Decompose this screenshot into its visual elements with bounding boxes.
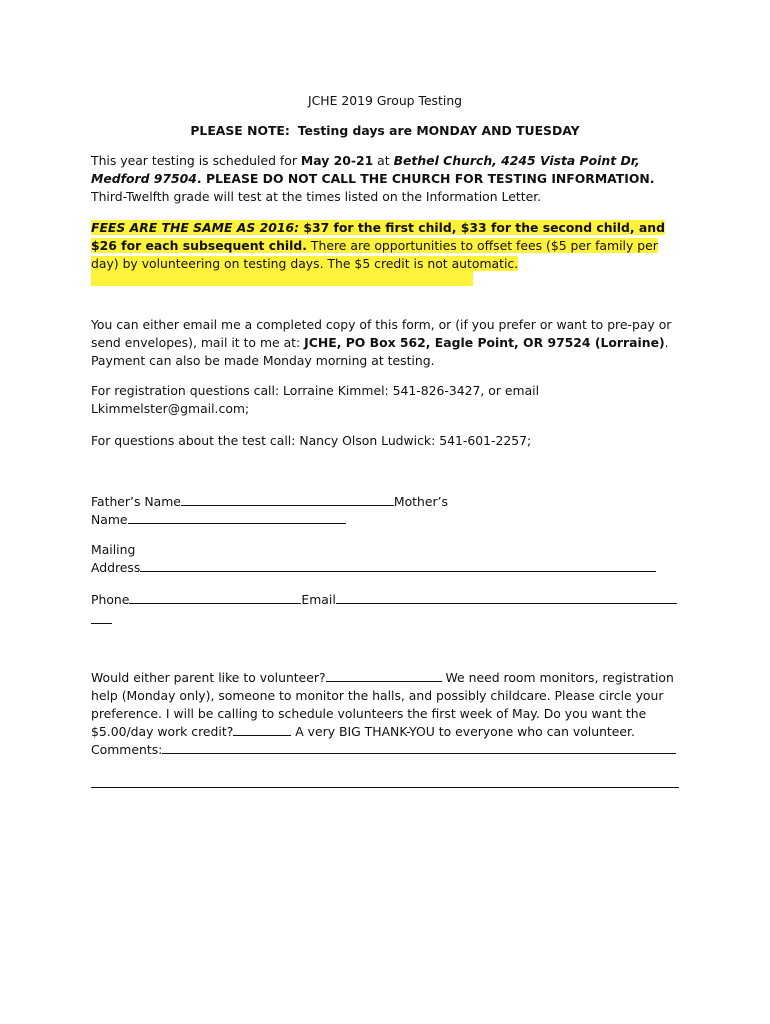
father-name-label: Father’s Name [91,494,181,509]
mail-text-1: You can either email me a completed copy of this form, or (if you prefer or want to pre-pay or send envelopes), mail it to me at: [91,317,672,350]
comments-label: Comments: [91,742,163,757]
intro-paragraph [91,152,685,206]
fees-label: FEES ARE THE SAME AS 2016: [91,220,300,235]
test-contact: For questions about the test call: Nancy Olson Ludwick: 541-601-2257; [91,433,532,448]
testing-location: Bethel Church, 4245 Vista Point Dr, Medford 97504 [91,153,640,186]
parent-names-field [91,493,691,529]
mail-text-2: . Payment can also be made Monday morning at testing. [91,335,669,368]
comments-line[interactable] [162,741,676,754]
mailing-label: Mailing [91,542,136,557]
volunteer-paragraph [91,669,691,759]
phone-label: Phone [91,592,130,607]
address-line[interactable] [140,559,656,572]
fees-text: There are opportunities to offset fees ($5 per family per day) by volunteering on testing days. The $5 credit is not automatic. [91,238,658,271]
volunteer-question: Would either parent like to volunteer? [91,670,326,685]
comments-line-2[interactable] [91,787,679,788]
intro-text-4: Third-Twelfth grade will test at the times listed on the Information Letter. [91,189,542,204]
mail-address: JCHE, PO Box 562, Eagle Point, OR 97524 (Lorraine) [304,335,665,350]
mother-name-label-2: Name [91,512,128,527]
email-line-continuation[interactable] [91,623,112,624]
phone-email-field [91,591,691,609]
volunteer-text-1: We need room monitors, registration help (Monday only), someone to monitor the halls, and possibly childcare. Please circle your preference. I will be calling to schedule volunteers the first week of May. Do you want the $5.00/day work credit? [91,670,674,739]
fees-paragraph [91,219,685,273]
mail-paragraph [91,316,691,370]
address-label: Address [91,560,141,575]
work-credit-line[interactable] [233,723,291,736]
intro-text-2: at [373,153,394,168]
father-name-line[interactable] [181,493,394,506]
volunteer-answer-line[interactable] [326,669,442,682]
page-title: JCHE 2019 Group Testing [307,93,463,108]
intro-text-1: This year testing is scheduled for [91,153,301,168]
volunteer-text-2: A very BIG THANK-YOU to everyone who can volunteer. [291,724,635,739]
please-note [0,122,770,140]
mother-name-label: Mother’s [393,494,449,509]
email-label: Email [301,592,336,607]
testing-dates: May 20-21 [300,153,374,168]
mailing-address-field [91,541,691,577]
fees-amounts: $37 for the first child, $33 for the second child, and $26 for each subsequent child. [91,220,665,253]
email-line[interactable] [336,591,677,604]
note-text: Testing days are MONDAY AND TUESDAY [297,123,580,138]
note-label: PLEASE NOTE: [190,123,290,138]
intro-text-3: . [196,171,206,186]
mother-name-line[interactable] [128,511,346,524]
registration-contact: For registration questions call: Lorraine Kimmel: 541-826-3427, or email Lkimmelster@gmail.com; [91,383,540,416]
phone-line[interactable] [129,591,301,604]
no-call-warning: PLEASE DO NOT CALL THE CHURCH FOR TESTING INFORMATION. [205,171,655,186]
